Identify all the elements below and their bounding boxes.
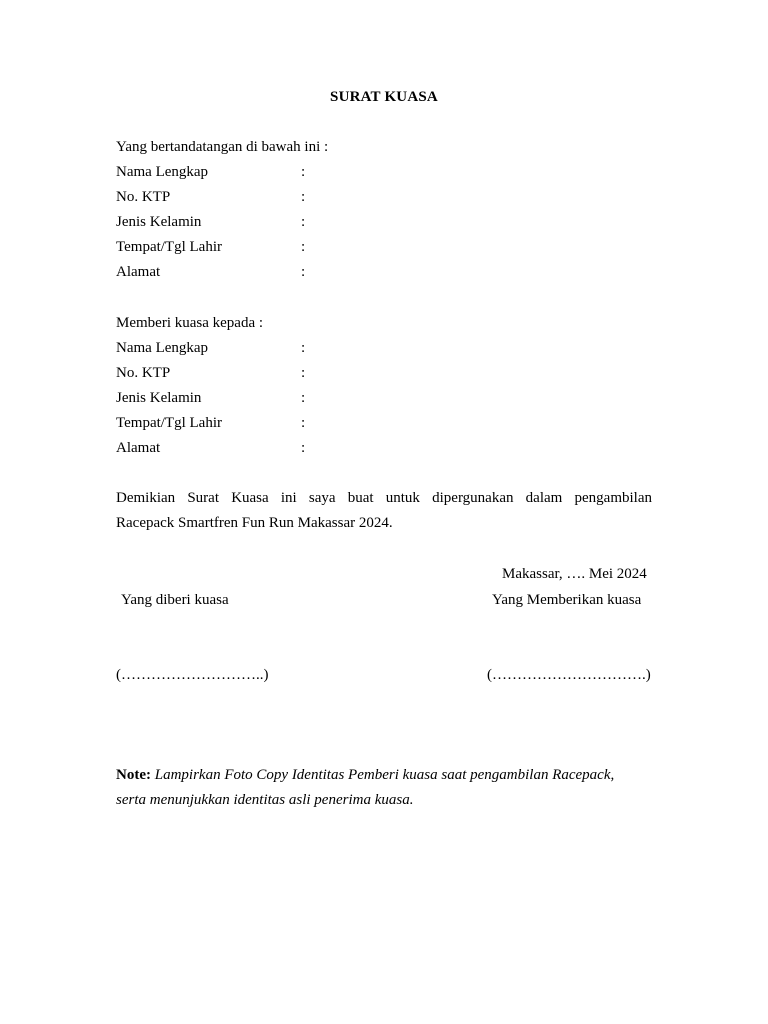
receiver-field-label: Alamat	[116, 440, 161, 456]
receiver-field-label: No. KTP	[116, 365, 171, 381]
receiver-field-label: Nama Lengkap	[116, 340, 209, 356]
signature-label-giver: Yang Memberikan kuasa	[492, 592, 642, 608]
giver-field-label: Alamat	[116, 264, 161, 280]
giver-field-label: Nama Lengkap	[116, 164, 209, 180]
giver-field-label: Jenis Kelamin	[116, 214, 202, 230]
giver-field-colon: :	[301, 239, 306, 255]
receiver-field-colon: :	[301, 365, 306, 381]
giver-field-colon: :	[301, 264, 306, 280]
statement-line: Racepack Smartfren Fun Run Makassar 2024.	[116, 515, 393, 531]
note-block	[116, 763, 676, 813]
statement-line: Demikian Surat Kuasa ini saya buat untuk dipergunakan dalam pengambilan	[116, 490, 652, 506]
signature-blank-receiver: (………………………..)	[116, 667, 269, 683]
note-label: Note:	[116, 767, 151, 783]
receiver-field-colon: :	[301, 415, 306, 431]
giver-field-label: No. KTP	[116, 189, 171, 205]
note-line: Lampirkan Foto Copy Identitas Pemberi kuasa saat pengambilan Racepack,	[154, 767, 615, 783]
place-date: Makassar, …. Mei 2024	[502, 566, 647, 582]
giver-field-colon: :	[301, 189, 306, 205]
statement-paragraph	[116, 486, 652, 536]
signature-blank-giver: (………………………….)	[487, 667, 651, 683]
giver-field-colon: :	[301, 164, 306, 180]
receiver-field-label: Tempat/Tgl Lahir	[116, 415, 222, 431]
receiver-intro: Memberi kuasa kepada :	[116, 315, 264, 331]
receiver-field-colon: :	[301, 440, 306, 456]
giver-intro: Yang bertandatangan di bawah ini :	[116, 139, 329, 155]
giver-field-label: Tempat/Tgl Lahir	[116, 239, 222, 255]
receiver-field-colon: :	[301, 340, 306, 356]
receiver-field-colon: :	[301, 390, 306, 406]
giver-field-colon: :	[301, 214, 306, 230]
note-line: serta menunjukkan identitas asli penerima kuasa.	[116, 792, 414, 808]
signature-label-receiver: Yang diberi kuasa	[121, 592, 229, 608]
document-title: SURAT KUASA	[330, 89, 438, 105]
receiver-field-label: Jenis Kelamin	[116, 390, 202, 406]
